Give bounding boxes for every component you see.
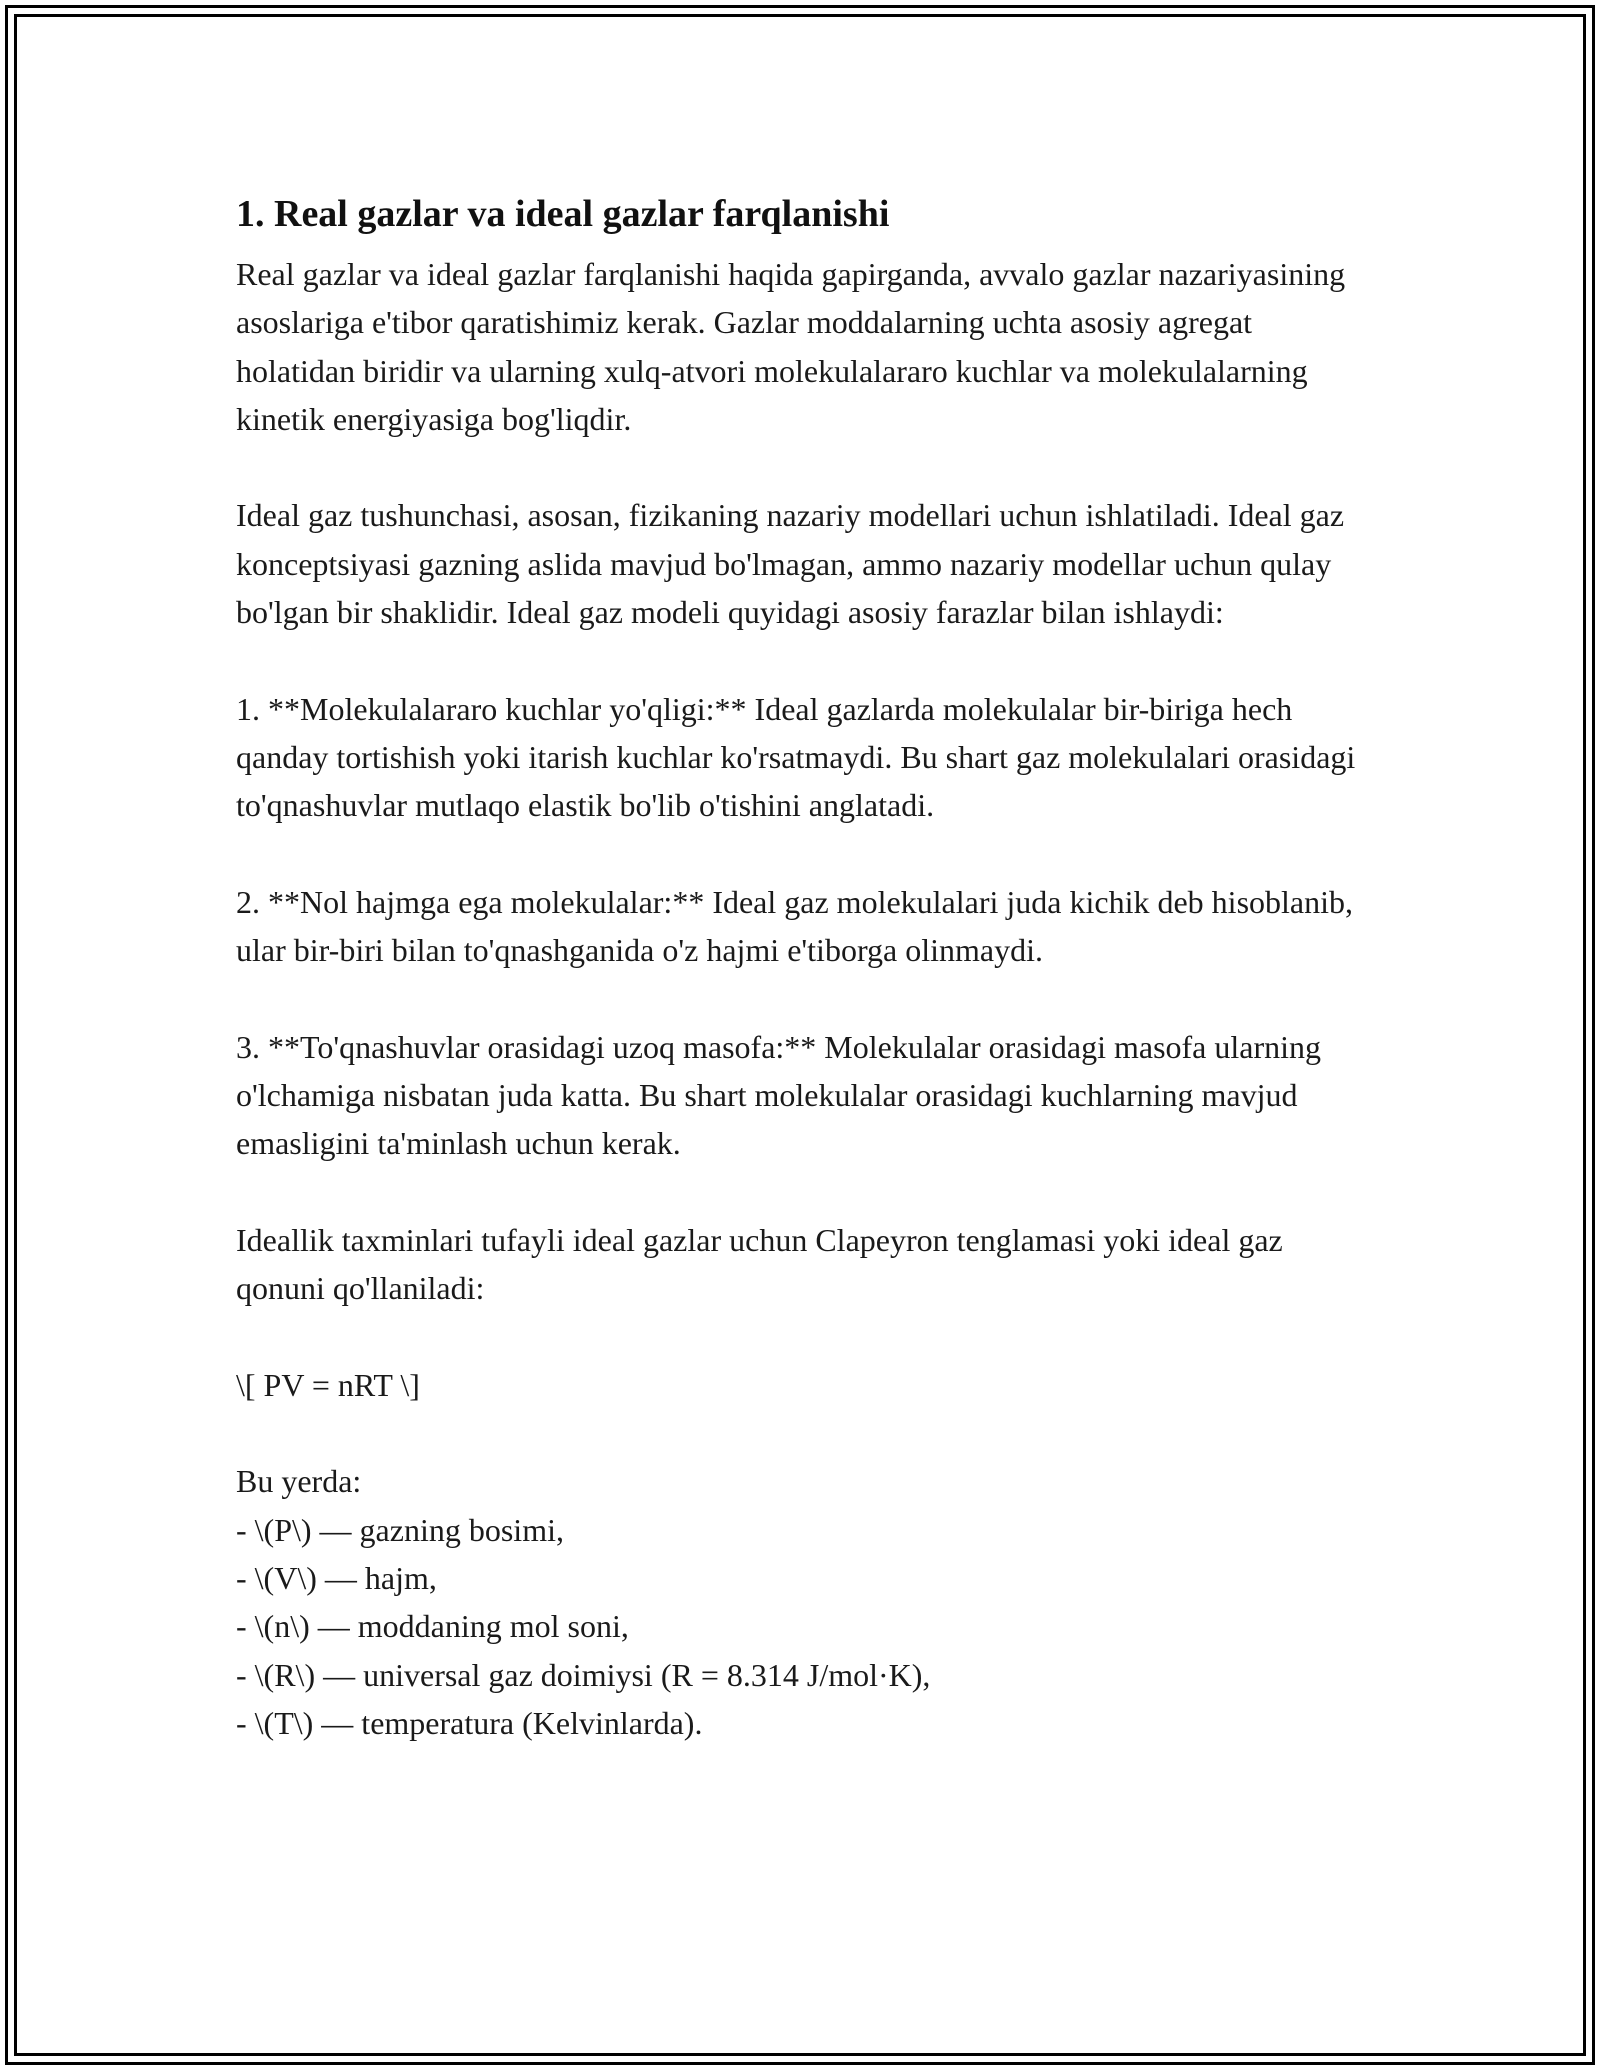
assumption-item-3: 3. **To'qnashuvlar orasidagi uzoq masofa:** Molekulalar orasidagi masofa ularning o'lchamiga nisbatan juda katta. Bu shart molekulalar orasidagi kuchlarning mavjud emasligini ta'minlash uchun kerak. — [236, 1028, 1322, 1162]
definition-item-v: - \(V\) — hajm, — [236, 1560, 437, 1597]
gas-law-paragraph: Ideallik taxminlari tufayli ideal gazlar uchun Clapeyron tenglamasi yoki ideal gaz qonuni qo'llaniladi: — [236, 1221, 1283, 1307]
definition-item-p: - \(P\) — gazning bosimi, — [236, 1511, 564, 1548]
document-body — [236, 186, 1376, 1747]
definition-item-r: - \(R\) — universal gaz doimiysi (R = 8.314 J/mol·K), — [236, 1656, 931, 1693]
intro-paragraph: Real gazlar va ideal gazlar farqlanishi haqida gapirganda, avvalo gazlar nazariyasining asoslariga e'tibor qaratishimiz kerak. Gazlar moddalarning uchta asosiy agregat holatidan biridir va ularning xulq-atvori molekulalararo kuchlar va molekulalarning kinetik energiyasiga bog'liqdir. — [236, 256, 1346, 437]
assumption-item-2: 2. **Nol hajmga ega molekulalar:** Ideal gaz molekulalari juda kichik deb hisoblanib, ular bir-biri bilan to'qnashganida o'z hajmi e'tiborga olinmaydi. — [236, 883, 1353, 969]
assumption-item-1: 1. **Molekulalararo kuchlar yo'qligi:** Ideal gazlarda molekulalar bir-biriga hech qanday tortishish yoki itarish kuchlar ko'rsatmaydi. Bu shart gaz molekulalari orasidagi to'qnashuvlar mutlaqo elastik bo'lib o'tishini anglatadi. — [236, 690, 1356, 824]
gas-law-equation: \[ PV = nRT \] — [236, 1366, 420, 1403]
definitions-intro: Bu yerda: — [236, 1463, 362, 1500]
ideal-gas-paragraph: Ideal gaz tushunchasi, asosan, fizikaning nazariy modellari uchun ishlatiladi. Ideal gaz konceptsiyasi gazning aslida mavjud bo'lmagan, ammo nazariy modellar uchun qulay bo'lgan bir shaklidir. Ideal gaz modeli quyidagi asosiy farazlar bilan ishlaydi: — [236, 497, 1345, 631]
definition-item-t: - \(T\) — temperatura (Kelvinlarda). — [236, 1704, 703, 1741]
section-heading: 1. Real gazlar va ideal gazlar farqlanishi — [236, 193, 890, 235]
definition-item-n: - \(n\) — moddaning mol soni, — [236, 1608, 629, 1645]
definitions-list — [236, 1457, 1376, 1747]
